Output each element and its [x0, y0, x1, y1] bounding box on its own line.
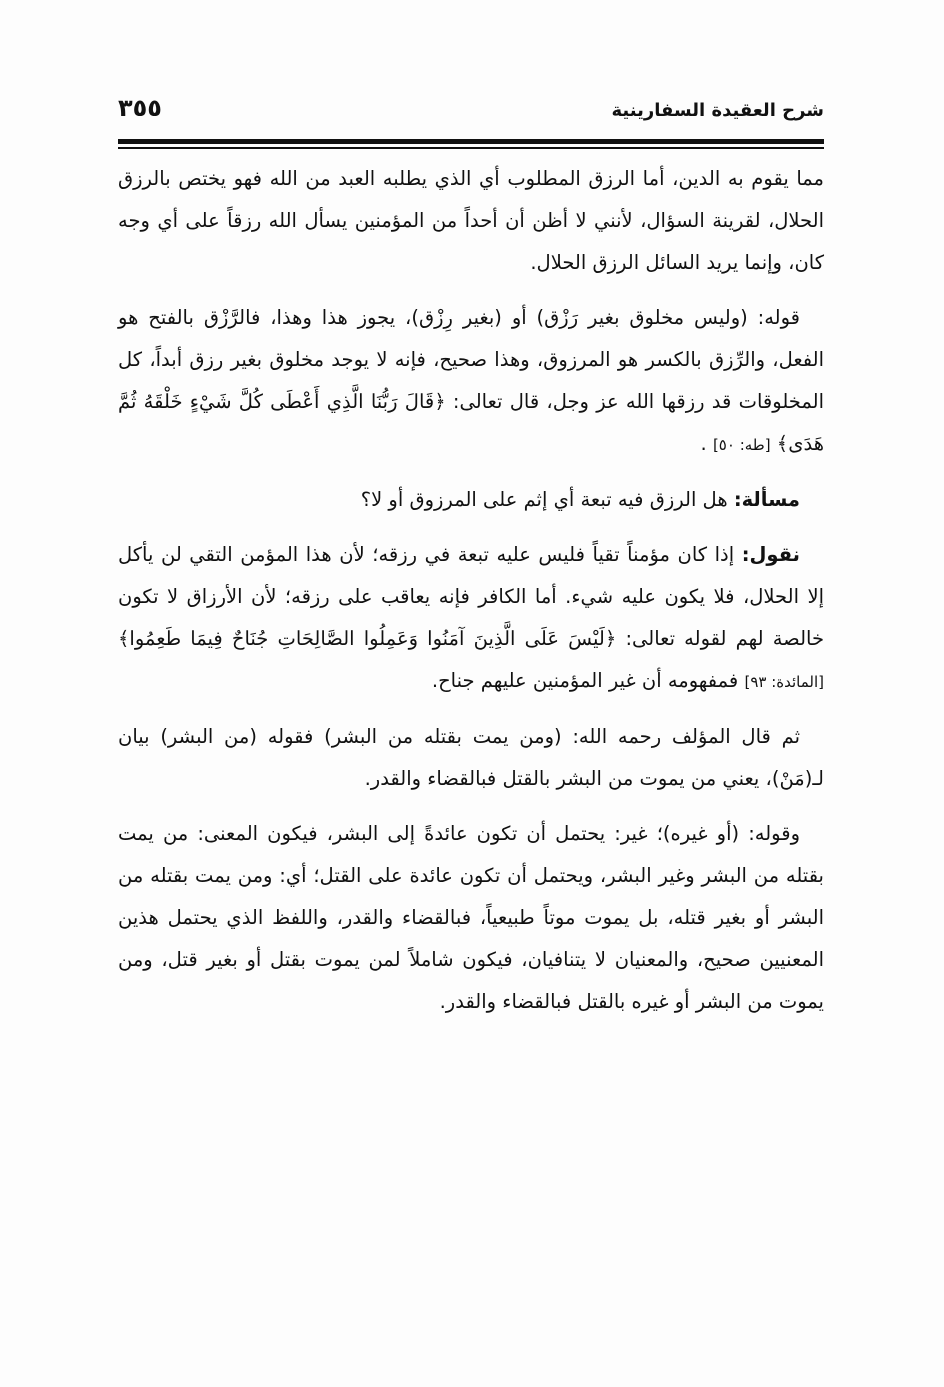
page-header [118, 92, 824, 132]
paragraph-text: قوله: (وليس مخلوق بغير رَزْق) أو (بغير رِزْق)، يجوز هذا وهذا، فالرَّزْق بالفتح هو الفعل، والرِّزق بالكسر هو المرزوق، وهذا صحيح، فإنه لا يوجد مخلوق بغير رزق أبداً، كل المخلوقات قد رزقها الله عز وجل، قال تعالى: [118, 306, 825, 413]
paragraph-lead: مسألة: [733, 488, 800, 511]
paragraph-lead: نقول: [741, 543, 801, 566]
paragraph-text: مما يقوم به الدين، أما الرزق المطلوب أي الذي يطلبه العبد من الله فهو يختص بالرزق الحلال، لقرينة السؤال، لأنني لا أظن أن أحداً من المؤمنين يسأل الله رزقاً على أي وجه كان، وإنما يريد السائل الرزق الحلال. [118, 167, 824, 274]
paragraph-tail: . [700, 432, 707, 455]
paragraph-answer [118, 534, 824, 703]
verse-reference: [طه: ٥٠] [712, 436, 771, 454]
paragraph-aw-ghayrihi [118, 813, 824, 1023]
paragraph-rizq-halal [118, 158, 824, 284]
verse-reference: [المائدة: ٩٣] [744, 673, 824, 691]
paragraph-text: وقوله: (أو غيره)؛ غير: يحتمل أن تكون عائدةً إلى البشر، فيكون المعنى: من يمت بقتله من البشر وغير البشر، ويحتمل أن تكون عائدة على القتل؛ أي: ومن يمت بقتله من البشر أو بغير قتله، بل يموت موتاً طبيعياً، فبالقضاء والقدر، واللفظ الذي يحتمل هذين المعنيين صحيح، والمعنيان لا يتنافيان، فيكون شاملاً لمن يموت بقتل أو بغير قتل، ومن يموت من البشر أو غيره بالقتل فبالقضاء والقدر. [118, 822, 824, 1013]
quran-verse: ﴿لَيْسَ عَلَى الَّذِينَ آمَنُوا وَعَمِلُوا الصَّالِحَاتِ جُنَاحٌ فِيمَا طَعِمُوا﴾ [118, 627, 617, 650]
page-number: ٣٥٥ [118, 94, 162, 122]
header-rule-thick [118, 139, 824, 144]
paragraph-masala [118, 479, 824, 521]
page-body [118, 158, 824, 1036]
paragraph-text: ثم قال المؤلف رحمه الله: (ومن يمت بقتله من البشر) فقوله (من البشر) بيان لـ(مَنْ)، يعني من يموت من البشر بالقتل فبالقضاء والقدر. [118, 725, 824, 790]
quran-verse: ﴿قَالَ رَبُّنَا الَّذِي أَعْطَى كُلَّ شَيْءٍ خَلْقَهُ ثُمَّ هَدَى﴾ [118, 390, 824, 455]
running-title: شرح العقيدة السفارينية [611, 100, 824, 121]
header-rule-thin [118, 147, 824, 149]
paragraph-text: هل الرزق فيه تبعة أي إثم على المرزوق أو لا؟ [360, 488, 728, 511]
paragraph-author-quote [118, 716, 824, 800]
paragraph-text: إذا كان مؤمناً تقياً فليس عليه تبعة في رزقه؛ لأن هذا المؤمن التقي لن يأكل إلا الحلال، فلا يكون عليه شيء. أما الكافر فإنه يعاقب على رزقه؛ لأن الأرزاق لا تكون خالصة لهم لقوله تعالى: [118, 543, 825, 650]
paragraph-rizq-meaning [118, 297, 824, 466]
paragraph-tail: فمفهومه أن غير المؤمنين عليهم جناح. [431, 669, 739, 692]
